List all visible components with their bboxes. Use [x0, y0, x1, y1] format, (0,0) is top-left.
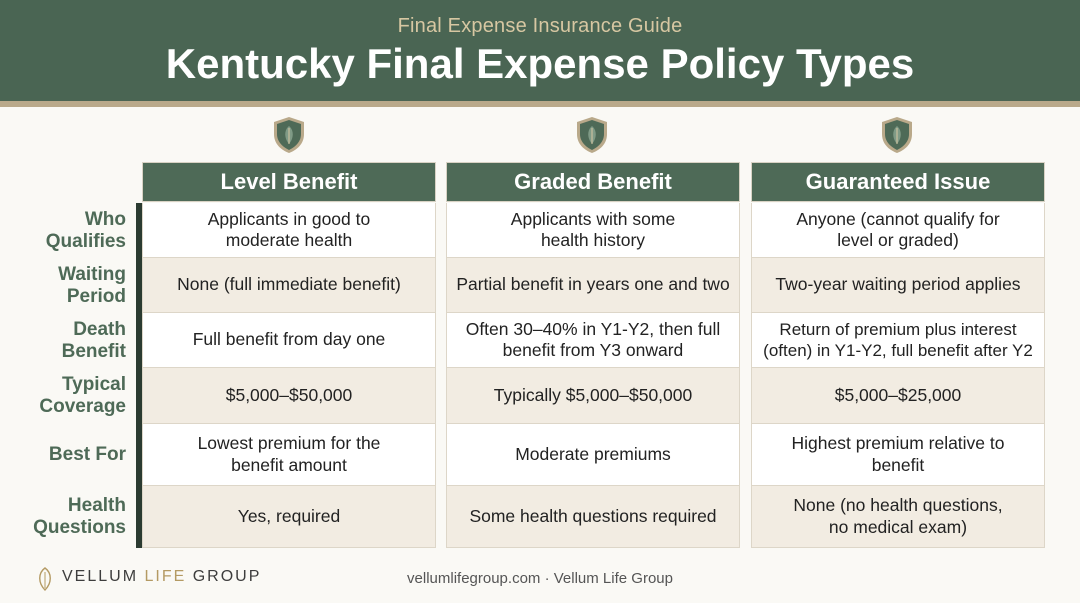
shield-leaf-icon: [575, 116, 609, 154]
table-cell: None (full immediate benefit): [142, 258, 436, 313]
shield-leaf-icon: [880, 116, 914, 154]
table-cell: Applicants with some health history: [446, 203, 740, 258]
shield-leaf-icon: [272, 116, 306, 154]
table-cell: Highest premium relative to benefit: [751, 424, 1045, 486]
row-label-best-for: Best For: [48, 444, 126, 465]
header-divider: [0, 101, 1080, 107]
table-cell: Full benefit from day one: [142, 313, 436, 368]
table-cell: Yes, required: [142, 486, 436, 548]
column-header-guaranteed-issue: Guaranteed Issue: [751, 162, 1045, 202]
table-cell: Often 30–40% in Y1-Y2, then full benefit from Y3 onward: [446, 313, 740, 368]
table-cell: Moderate premiums: [446, 424, 740, 486]
table-cell: Typically $5,000–$50,000: [446, 368, 740, 424]
table-cell: Some health questions required: [446, 486, 740, 548]
column-header-graded-benefit: Graded Benefit: [446, 162, 740, 202]
footer-site-link[interactable]: vellumlifegroup.com · Vellum Life Group: [407, 570, 673, 587]
table-cell: $5,000–$25,000: [751, 368, 1045, 424]
table-cell: Lowest premium for the benefit amount: [142, 424, 436, 486]
table-cell: None (no health questions, no medical exam): [751, 486, 1045, 548]
column-header-level-benefit: Level Benefit: [142, 162, 436, 202]
row-label-death-benefit: Death Benefit: [61, 318, 126, 362]
row-label-who-qualifies: Who Qualifies: [45, 208, 126, 252]
table-cell: $5,000–$50,000: [142, 368, 436, 424]
page-subtitle: Final Expense Insurance Guide: [397, 15, 683, 37]
row-label-health-questions: Health Questions: [33, 495, 126, 538]
row-label-waiting-period: Waiting Period: [58, 263, 126, 307]
brand-word: VELLUM: [62, 568, 139, 585]
table-cell: Anyone (cannot qualify for level or graded): [751, 203, 1045, 258]
table-cell: Return of premium plus interest (often) in Y1-Y2, full benefit after Y2: [751, 313, 1045, 368]
table-cell: Two-year waiting period applies: [751, 258, 1045, 313]
page-title: Kentucky Final Expense Policy Types: [165, 40, 915, 87]
row-label-typical-coverage: Typical Coverage: [39, 374, 126, 417]
table-cell: Applicants in good to moderate health: [142, 203, 436, 258]
brand-word: GROUP: [192, 568, 262, 585]
brand-word-accent: LIFE: [144, 568, 187, 585]
table-cell: Partial benefit in years one and two: [446, 258, 740, 313]
